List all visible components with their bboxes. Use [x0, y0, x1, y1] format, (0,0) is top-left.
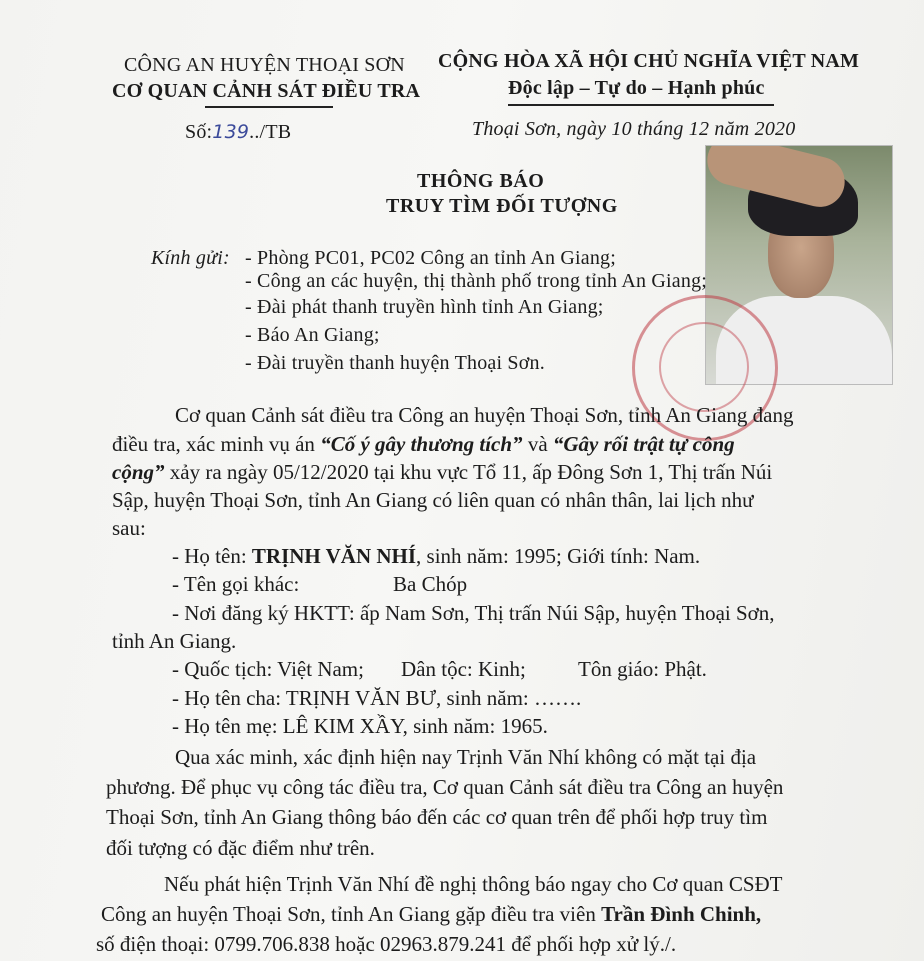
agency-line-1: CÔNG AN HUYỆN THOẠI SƠN [124, 54, 405, 76]
number-suffix: ../TB [249, 121, 292, 143]
contact-line-1: Nếu phát hiện Trịnh Văn Nhí đề nghị thông báo ngay cho Cơ quan CSĐT [164, 872, 783, 896]
intro-line-3: cộng” xảy ra ngày 05/12/2020 tại khu vực Tổ 11, ấp Đông Sơn 1, Thị trấn Núi [112, 460, 773, 484]
title-line-1: THÔNG BÁO [417, 170, 545, 192]
conclusion-line-3: Thoại Sơn, tỉnh An Giang thông báo đến các cơ quan trên để phối hợp truy tìm [106, 805, 768, 829]
nation-line-1: CỘNG HÒA XÃ HỘI CHỦ NGHĨA VIỆT NAM [438, 50, 860, 72]
religion: Tôn giáo: Phật. [578, 657, 707, 681]
father-line: - Họ tên cha: TRỊNH VĂN BƯ, sinh năm: ……. [172, 686, 582, 710]
contact-line-3: số điện thoại: 0799.706.838 hoặc 02963.879.241 để phối hợp xử lý./. [96, 932, 677, 956]
charge-1: “Cố ý gây thương tích” [320, 432, 523, 456]
nation-line-2: Độc lập – Tự do – Hạnh phúc [508, 77, 765, 99]
alias-label: - Tên gọi khác: [172, 572, 300, 596]
intro-line-2: điều tra, xác minh vụ án “Cố ý gây thương tích” và “Gây rối trật tự công [112, 432, 735, 456]
intro-line-5: sau: [112, 516, 146, 540]
intro-line-4: Sập, huyện Thoại Sơn, tỉnh An Giang có liên quan có nhân thân, lai lịch như [112, 488, 754, 512]
document-date: Thoại Sơn, ngày 10 tháng 12 năm 2020 [472, 118, 796, 140]
title-line-2: TRUY TÌM ĐỐI TƯỢNG [386, 195, 618, 217]
conclusion-line-4: đối tượng có đặc điểm như trên. [106, 836, 375, 860]
document-number [185, 121, 291, 144]
nation-underline [508, 104, 774, 106]
residence-line-2: tỉnh An Giang. [112, 629, 237, 653]
contact-line-2: Công an huyện Thoại Sơn, tỉnh An Giang gặp điều tra viên Trần Đình Chinh, [101, 902, 762, 926]
agency-line-2: CƠ QUAN CẢNH SÁT ĐIỀU TRA [112, 80, 421, 102]
conclusion-line-1: Qua xác minh, xác định hiện nay Trịnh Văn Nhí không có mặt tại địa [175, 745, 757, 769]
conclusion-line-2: phương. Để phục vụ công tác điều tra, Cơ quan Cảnh sát điều tra Công an huyện [106, 775, 784, 799]
recipient-item: - Phòng PC01, PC02 Công an tỉnh An Giang; [245, 247, 617, 269]
recipient-item: - Đài phát thanh truyền hình tỉnh An Giang; [245, 296, 604, 318]
subject-name: TRỊNH VĂN NHÍ [251, 544, 417, 568]
handwritten-number: 139 [212, 121, 250, 143]
residence-line-1: - Nơi đăng ký HKTT: ấp Nam Sơn, Thị trấn Núi Sập, huyện Thoại Sơn, [172, 601, 775, 625]
alias-value: Ba Chóp [393, 572, 468, 596]
ethnicity: Dân tộc: Kinh; [401, 657, 526, 681]
investigator-name: Trần Đình Chinh, [601, 902, 762, 926]
number-prefix: Số: [185, 121, 213, 143]
charge-2: “Gây rối trật tự công [552, 432, 735, 456]
recipient-item: - Báo An Giang; [245, 324, 380, 346]
mother-line: - Họ tên mẹ: LÊ KIM XẦY, sinh năm: 1965. [172, 714, 548, 738]
intro-line-1: Cơ quan Cảnh sát điều tra Công an huyện Thoại Sơn, tỉnh An Giang đang [175, 403, 794, 427]
recipient-item: - Đài truyền thanh huyện Thoại Sơn. [245, 352, 545, 374]
nationality: - Quốc tịch: Việt Nam; [172, 657, 364, 681]
agency-underline [205, 106, 333, 108]
subject-name-line: - Họ tên: TRỊNH VĂN NHÍ, sinh năm: 1995; Giới tính: Nam. [172, 544, 701, 568]
recipients-label: Kính gửi: [151, 247, 230, 269]
recipient-item: - Công an các huyện, thị thành phố trong tỉnh An Giang; [245, 270, 708, 292]
